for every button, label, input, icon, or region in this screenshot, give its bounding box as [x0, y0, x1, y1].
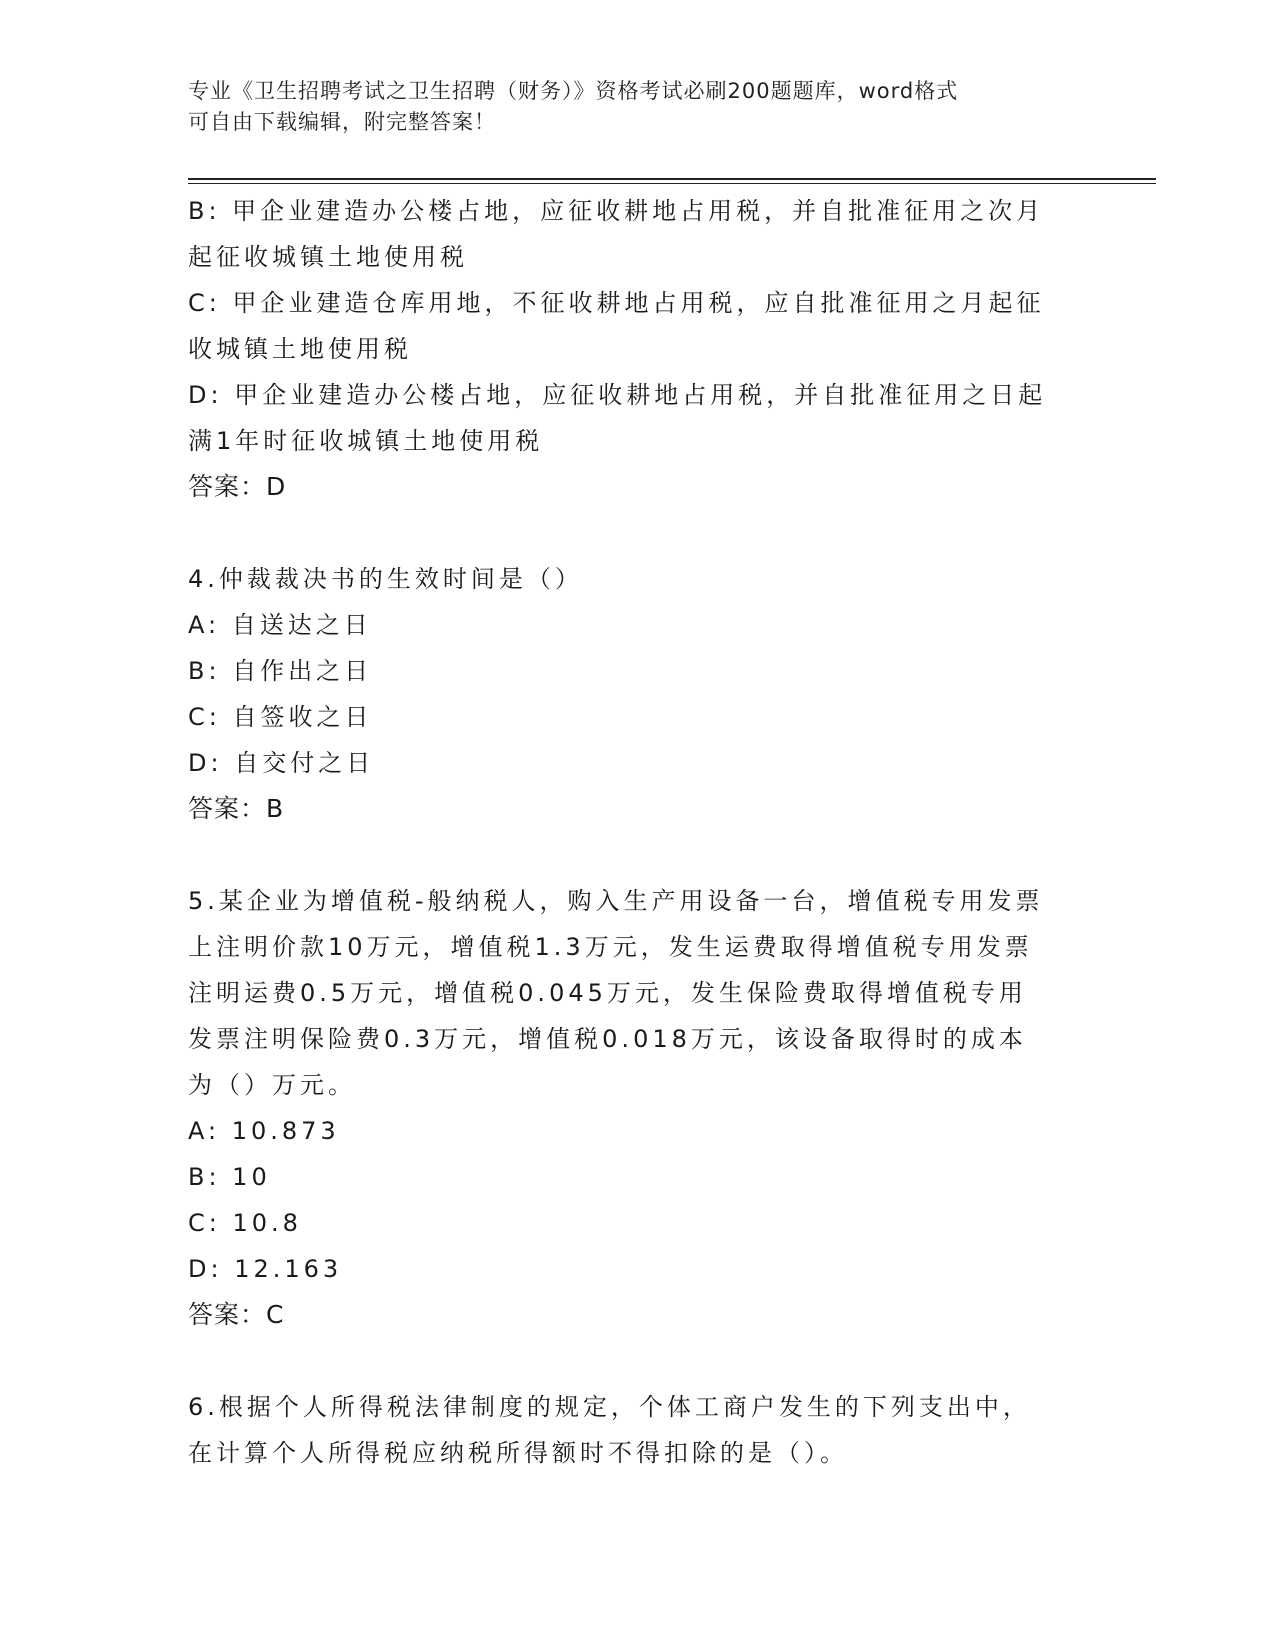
header-line-1: 专业《卫生招聘考试之卫生招聘（财务）》资格考试必刷200题题库，word格式: [188, 79, 959, 103]
question-stem: 5.某企业为增值税-般纳税人，购入生产用设备一台，增值税专用发票: [188, 887, 1044, 915]
option-line: B: 甲企业建造办公楼占地，应征收耕地占用税，并自批准征用之次月: [188, 197, 1045, 225]
question-stem: 发票注明保险费0.3万元，增值税0.018万元，该设备取得时的成本: [188, 1025, 1027, 1053]
header-line-2: 可自由下载编辑，附完整答案！: [188, 110, 496, 134]
question-stem: 为（）万元。: [188, 1071, 356, 1099]
spacer: [188, 1338, 1088, 1384]
question-stem: 6.根据个人所得税法律制度的规定，个体工商户发生的下列支出中，: [188, 1393, 1031, 1421]
option-line: D: 自交付之日: [188, 749, 375, 777]
option-line: C: 10.8: [188, 1209, 302, 1237]
option-line: 满1年时征收城镇土地使用税: [188, 427, 544, 455]
page-header: [188, 76, 1068, 138]
answer-line: 答案：D: [188, 472, 287, 501]
spacer: [188, 832, 1088, 878]
question-block: [188, 556, 1088, 832]
question-stem: 在计算个人所得税应纳税所得额时不得扣除的是（）。: [188, 1439, 848, 1467]
question-block: [188, 1384, 1088, 1476]
option-line: B: 自作出之日: [188, 657, 373, 685]
header-rule-thin: [188, 183, 1156, 184]
question-content: [188, 188, 1088, 1476]
option-line: B: 10: [188, 1163, 271, 1191]
question-stem: 注明运费0.5万元，增值税0.045万元，发生保险费取得增值税专用: [188, 979, 1027, 1007]
header-rule-thick: [188, 178, 1156, 180]
option-line: D: 甲企业建造办公楼占地，应征收耕地占用税，并自批准征用之日起: [188, 381, 1047, 409]
option-line: 收城镇土地使用税: [188, 335, 412, 363]
question-block: [188, 878, 1088, 1338]
spacer: [188, 510, 1088, 556]
answer-line: 答案：C: [188, 1300, 285, 1329]
option-line: D: 12.163: [188, 1255, 343, 1283]
option-line: A: 10.873: [188, 1117, 340, 1145]
option-line: A: 自送达之日: [188, 611, 372, 639]
option-line: C: 甲企业建造仓库用地，不征收耕地占用税，应自批准征用之月起征: [188, 289, 1045, 317]
question-stem: 上注明价款10万元，增值税1.3万元，发生运费取得增值税专用发票: [188, 933, 1033, 961]
question-block: [188, 188, 1088, 510]
option-line: C: 自签收之日: [188, 703, 373, 731]
option-line: 起征收城镇土地使用税: [188, 243, 468, 271]
answer-line: 答案：B: [188, 794, 285, 823]
question-stem: 4.仲裁裁决书的生效时间是（）: [188, 565, 583, 593]
